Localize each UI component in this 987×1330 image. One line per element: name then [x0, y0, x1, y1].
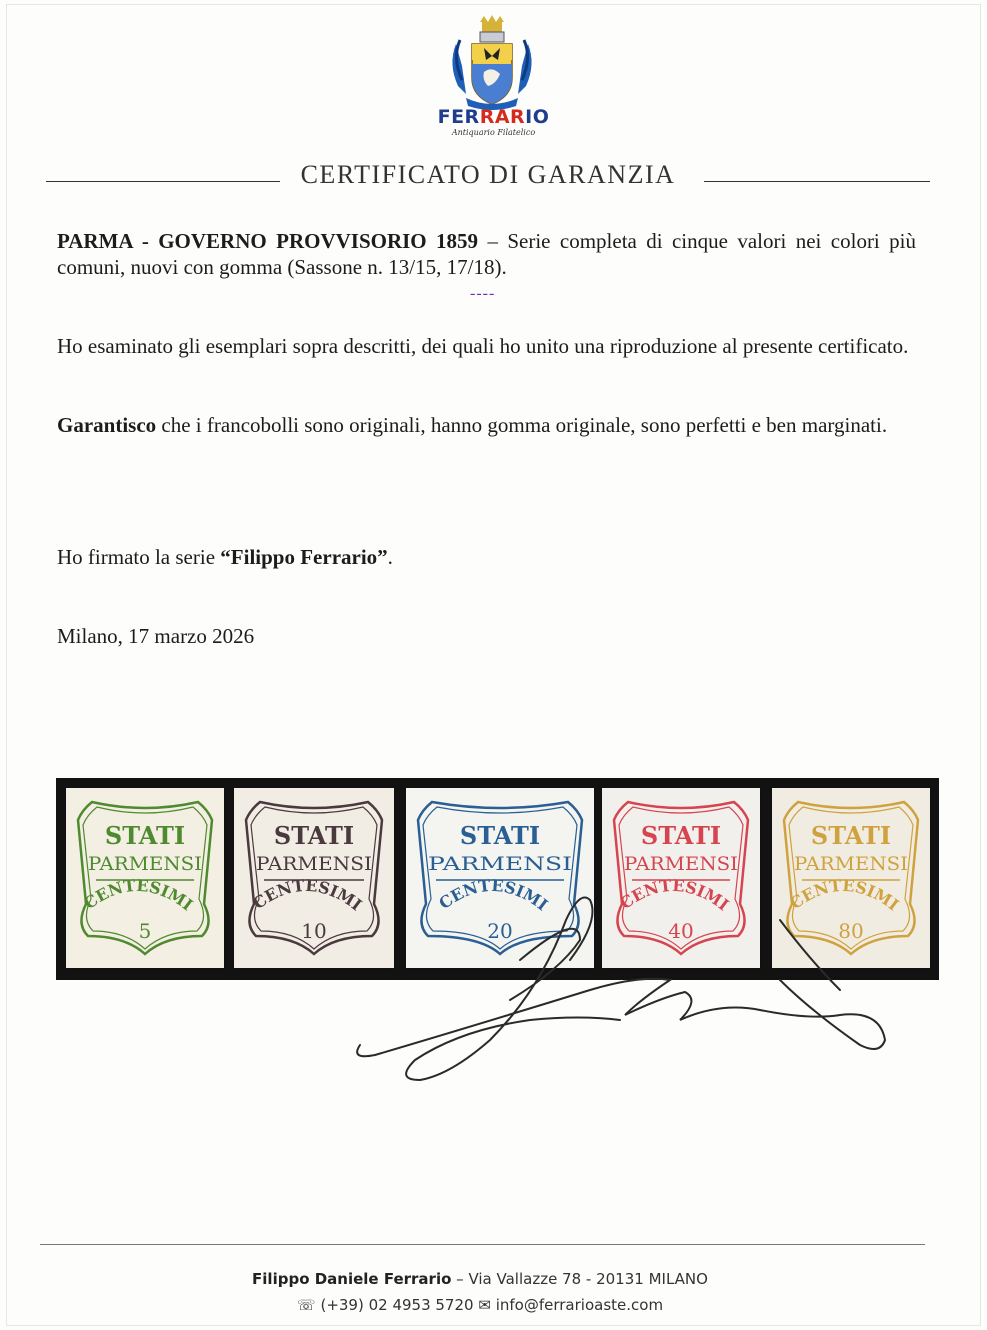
stamp-5-centesimi [66, 788, 224, 968]
footer-name: Filippo Daniele Ferrario [252, 1270, 452, 1288]
description-heading: PARMA - GOVERNO PROVVISORIO 1859 [57, 229, 479, 253]
certificate-title: CERTIFICATO DI GARANZIA [46, 160, 930, 190]
description-paragraph [57, 228, 916, 280]
brand-tagline: Antiquario Filatelico [451, 128, 536, 137]
examined-paragraph: Ho esaminato gli esemplari sopra descritti, dei quali ho unito una riproduzione al presente certificato. [57, 334, 909, 358]
stamp-line1: STATI [104, 821, 186, 850]
signed-name: “Filippo Ferrario” [220, 545, 388, 569]
stamp-line2: PARMENSI [256, 853, 372, 875]
stamp-line3: CENTESIMI [80, 875, 197, 915]
stamp-line2: PARMENSI [794, 853, 908, 875]
description-text: – Serie completa di cinque valori nei colori più comuni, nuovi con gomma (Sassone n. 13/15, 17/18). [57, 229, 916, 279]
footer-phone: (+39) 02 4953 5720 [320, 1296, 474, 1314]
guarantee-bold: Garantisco [57, 413, 157, 437]
footer-address-line [0, 1270, 960, 1288]
stamp-line1: STATI [459, 821, 541, 850]
footer-rule [40, 1244, 925, 1245]
stamp-value: 5 [138, 919, 152, 943]
brand-name: FERRARIO [437, 106, 550, 128]
stamp-value: 80 [838, 919, 864, 943]
stamp-value: 40 [668, 919, 694, 943]
certificate-frame [6, 4, 981, 1326]
separator-dashes: ---- [470, 285, 496, 302]
signed-paragraph: Ho firmato la serie “Filippo Ferrario”. [57, 545, 393, 569]
stamp-line3: CENTESIMI [249, 875, 366, 915]
stamp-line3: CENTESIMI [616, 875, 733, 915]
stamp-line2: PARMENSI [88, 853, 202, 875]
certificate-title-row [46, 160, 930, 190]
stamp-value: 20 [487, 919, 513, 943]
phone-icon: ☏ [296, 1296, 316, 1314]
ferrario-crest-logo [446, 14, 538, 114]
guarantee-paragraph [57, 412, 916, 438]
footer-email: info@ferrarioaste.com [495, 1296, 664, 1314]
place-date: Milano, 17 marzo 2026 [57, 624, 255, 648]
stamp-value: 10 [301, 919, 327, 943]
email-icon: ✉ [478, 1296, 491, 1314]
stamp-line2: PARMENSI [428, 853, 572, 875]
stamp-line3: CENTESIMI [435, 875, 552, 915]
stamp-line2: PARMENSI [624, 853, 738, 875]
handwritten-signature [340, 880, 900, 1090]
guarantee-text: che i francobolli sono originali, hanno gomma originale, sono perfetti e ben marginati. [156, 413, 888, 437]
stamp-line1: STATI [810, 821, 892, 850]
stamp-line1: STATI [640, 821, 722, 850]
footer-address: – Via Vallazze 78 - 20131 MILANO [451, 1270, 708, 1288]
stamp-line1: STATI [273, 821, 355, 850]
stamp-line3: CENTESIMI [786, 875, 903, 915]
footer-contact-line [0, 1296, 960, 1314]
